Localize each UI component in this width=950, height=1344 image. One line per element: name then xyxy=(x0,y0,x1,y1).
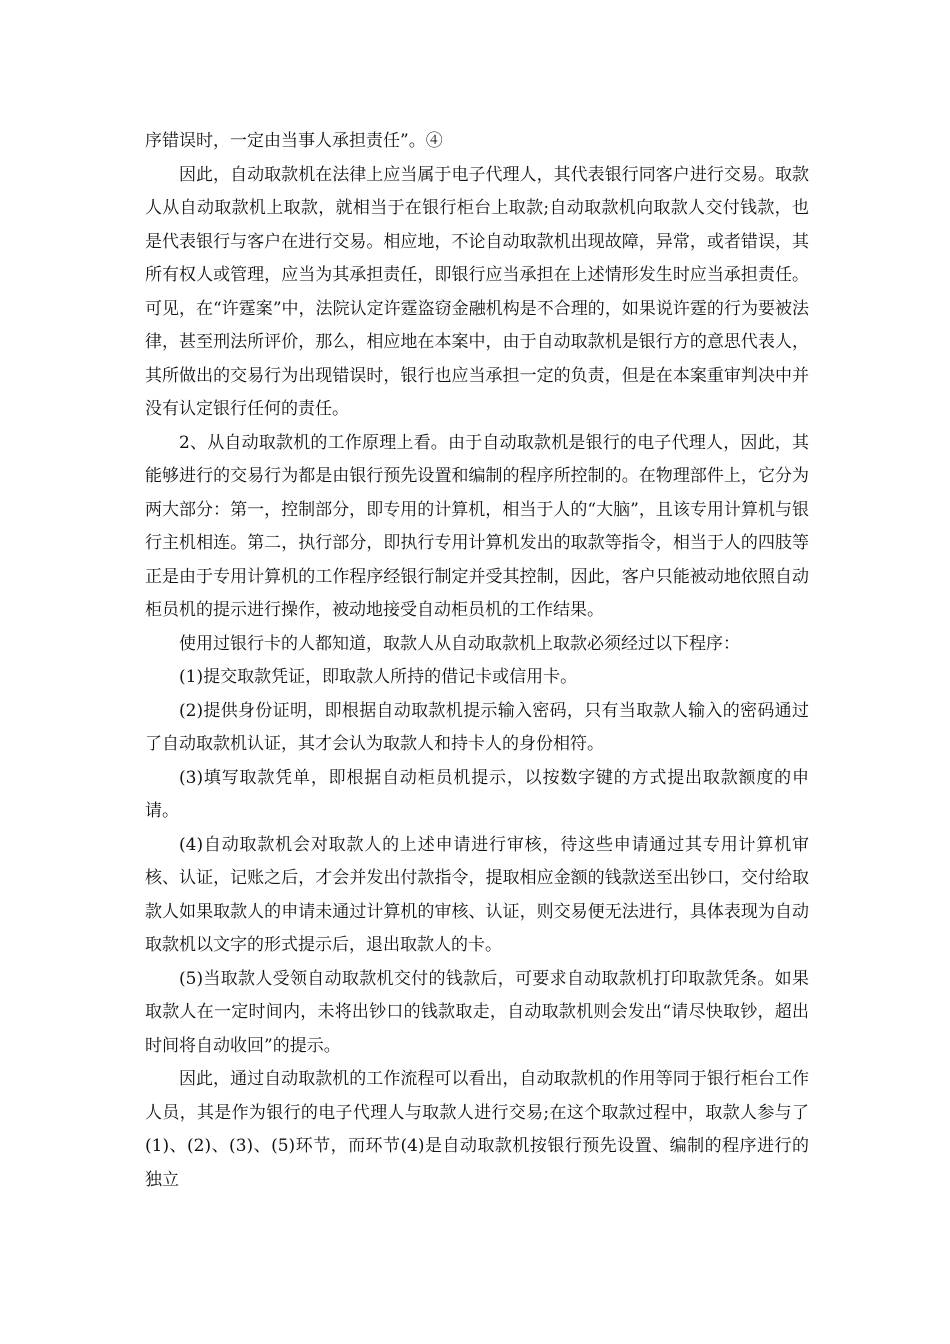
paragraph-2: 因此，自动取款机在法律上应当属于电子代理人，其代表银行同客户进行交易。取款人从自动取款机上取款，就相当于在银行柜台上取款;自动取款机向取款人交付钱款，也是代表银行与客户在进行交易。相应地，不论自动取款机出现故障，异常，或者错误，其所有权人或管理，应当为其承担责任，即银行应当承担在上述情形发生时应当承担责任。可见，在“许霆案”中，法院认定许霆盗窃金融机构是不合理的，如果说许霆的行为要被法律，甚至刑法所评价，那么，相应地在本案中，由于自动取款机是银行方的意思代表人，其所做出的交易行为出现错误时，银行也应当承担一定的负责，但是在本案重审判决中并没有认定银行任何的责任。 xyxy=(145,164,809,419)
paragraph-4: 使用过银行卡的人都知道，取款人从自动取款机上取款必须经过以下程序： xyxy=(179,633,740,654)
paragraph-10: 因此，通过自动取款机的工作流程可以看出，自动取款机的作用等同于银行柜台工作人员，其是作为银行的电子代理人与取款人进行交易;在这个取款过程中，取款人参与了(1)、(2)、(3)、(5)环节，而环节(4)是自动取款机按银行预先设置、编制的程序进行的独立 xyxy=(145,1069,809,1190)
paragraph-1: 序错误时，一定由当事人承担责任”。④ xyxy=(145,131,443,151)
paragraph-9: (5)当取款人受领自动取款机交付的钱款后，可要求自动取款机打印取款凭条。如果取款人在一定时间内，未将出钞口的钱款取走，自动取款机则会发出“请尽快取钞，超出时间将自动收回”的提示。 xyxy=(145,968,809,1056)
paragraph-3: 2、从自动取款机的工作原理上看。由于自动取款机是银行的电子代理人，因此，其能够进行的交易行为都是由银行预先设置和编制的程序所控制的。在物理部件上，它分为两大部分：第一，控制部分，即专用的计算机，相当于人的“大脑”，且该专用计算机与银行主机相连。第二，执行部分，即执行专用计算机发出的取款等指令，相当于人的四肢等正是由于专用计算机的工作程序经银行制定并受其控制，因此，客户只能被动地依照自动柜员机的提示进行操作，被动地接受自动柜员机的工作结果。 xyxy=(145,432,809,620)
paragraph-6: (2)提供身份证明，即根据自动取款机提示输入密码，只有当取款人输入的密码通过了自动取款机认证，其才会认为取款人和持卡人的身份相符。 xyxy=(145,700,809,754)
paragraph-8: (4)自动取款机会对取款人的上述申请进行审核，待这些申请通过其专用计算机审核、认证，记账之后，才会并发出付款指令，提取相应金额的钱款送至出钞口，交付给取款人如果取款人的申请未通过计算机的审核、认证，则交易便无法进行，具体表现为自动取款机以文字的形式提示后，退出取款人的卡。 xyxy=(145,834,809,955)
paragraph-7: (3)填写取款凭单，即根据自动柜员机提示，以按数字键的方式提出取款额度的申请。 xyxy=(145,767,809,821)
paragraph-5: (1)提交取款凭证，即取款人所持的借记卡或信用卡。 xyxy=(179,667,578,687)
document-body xyxy=(145,125,809,1197)
